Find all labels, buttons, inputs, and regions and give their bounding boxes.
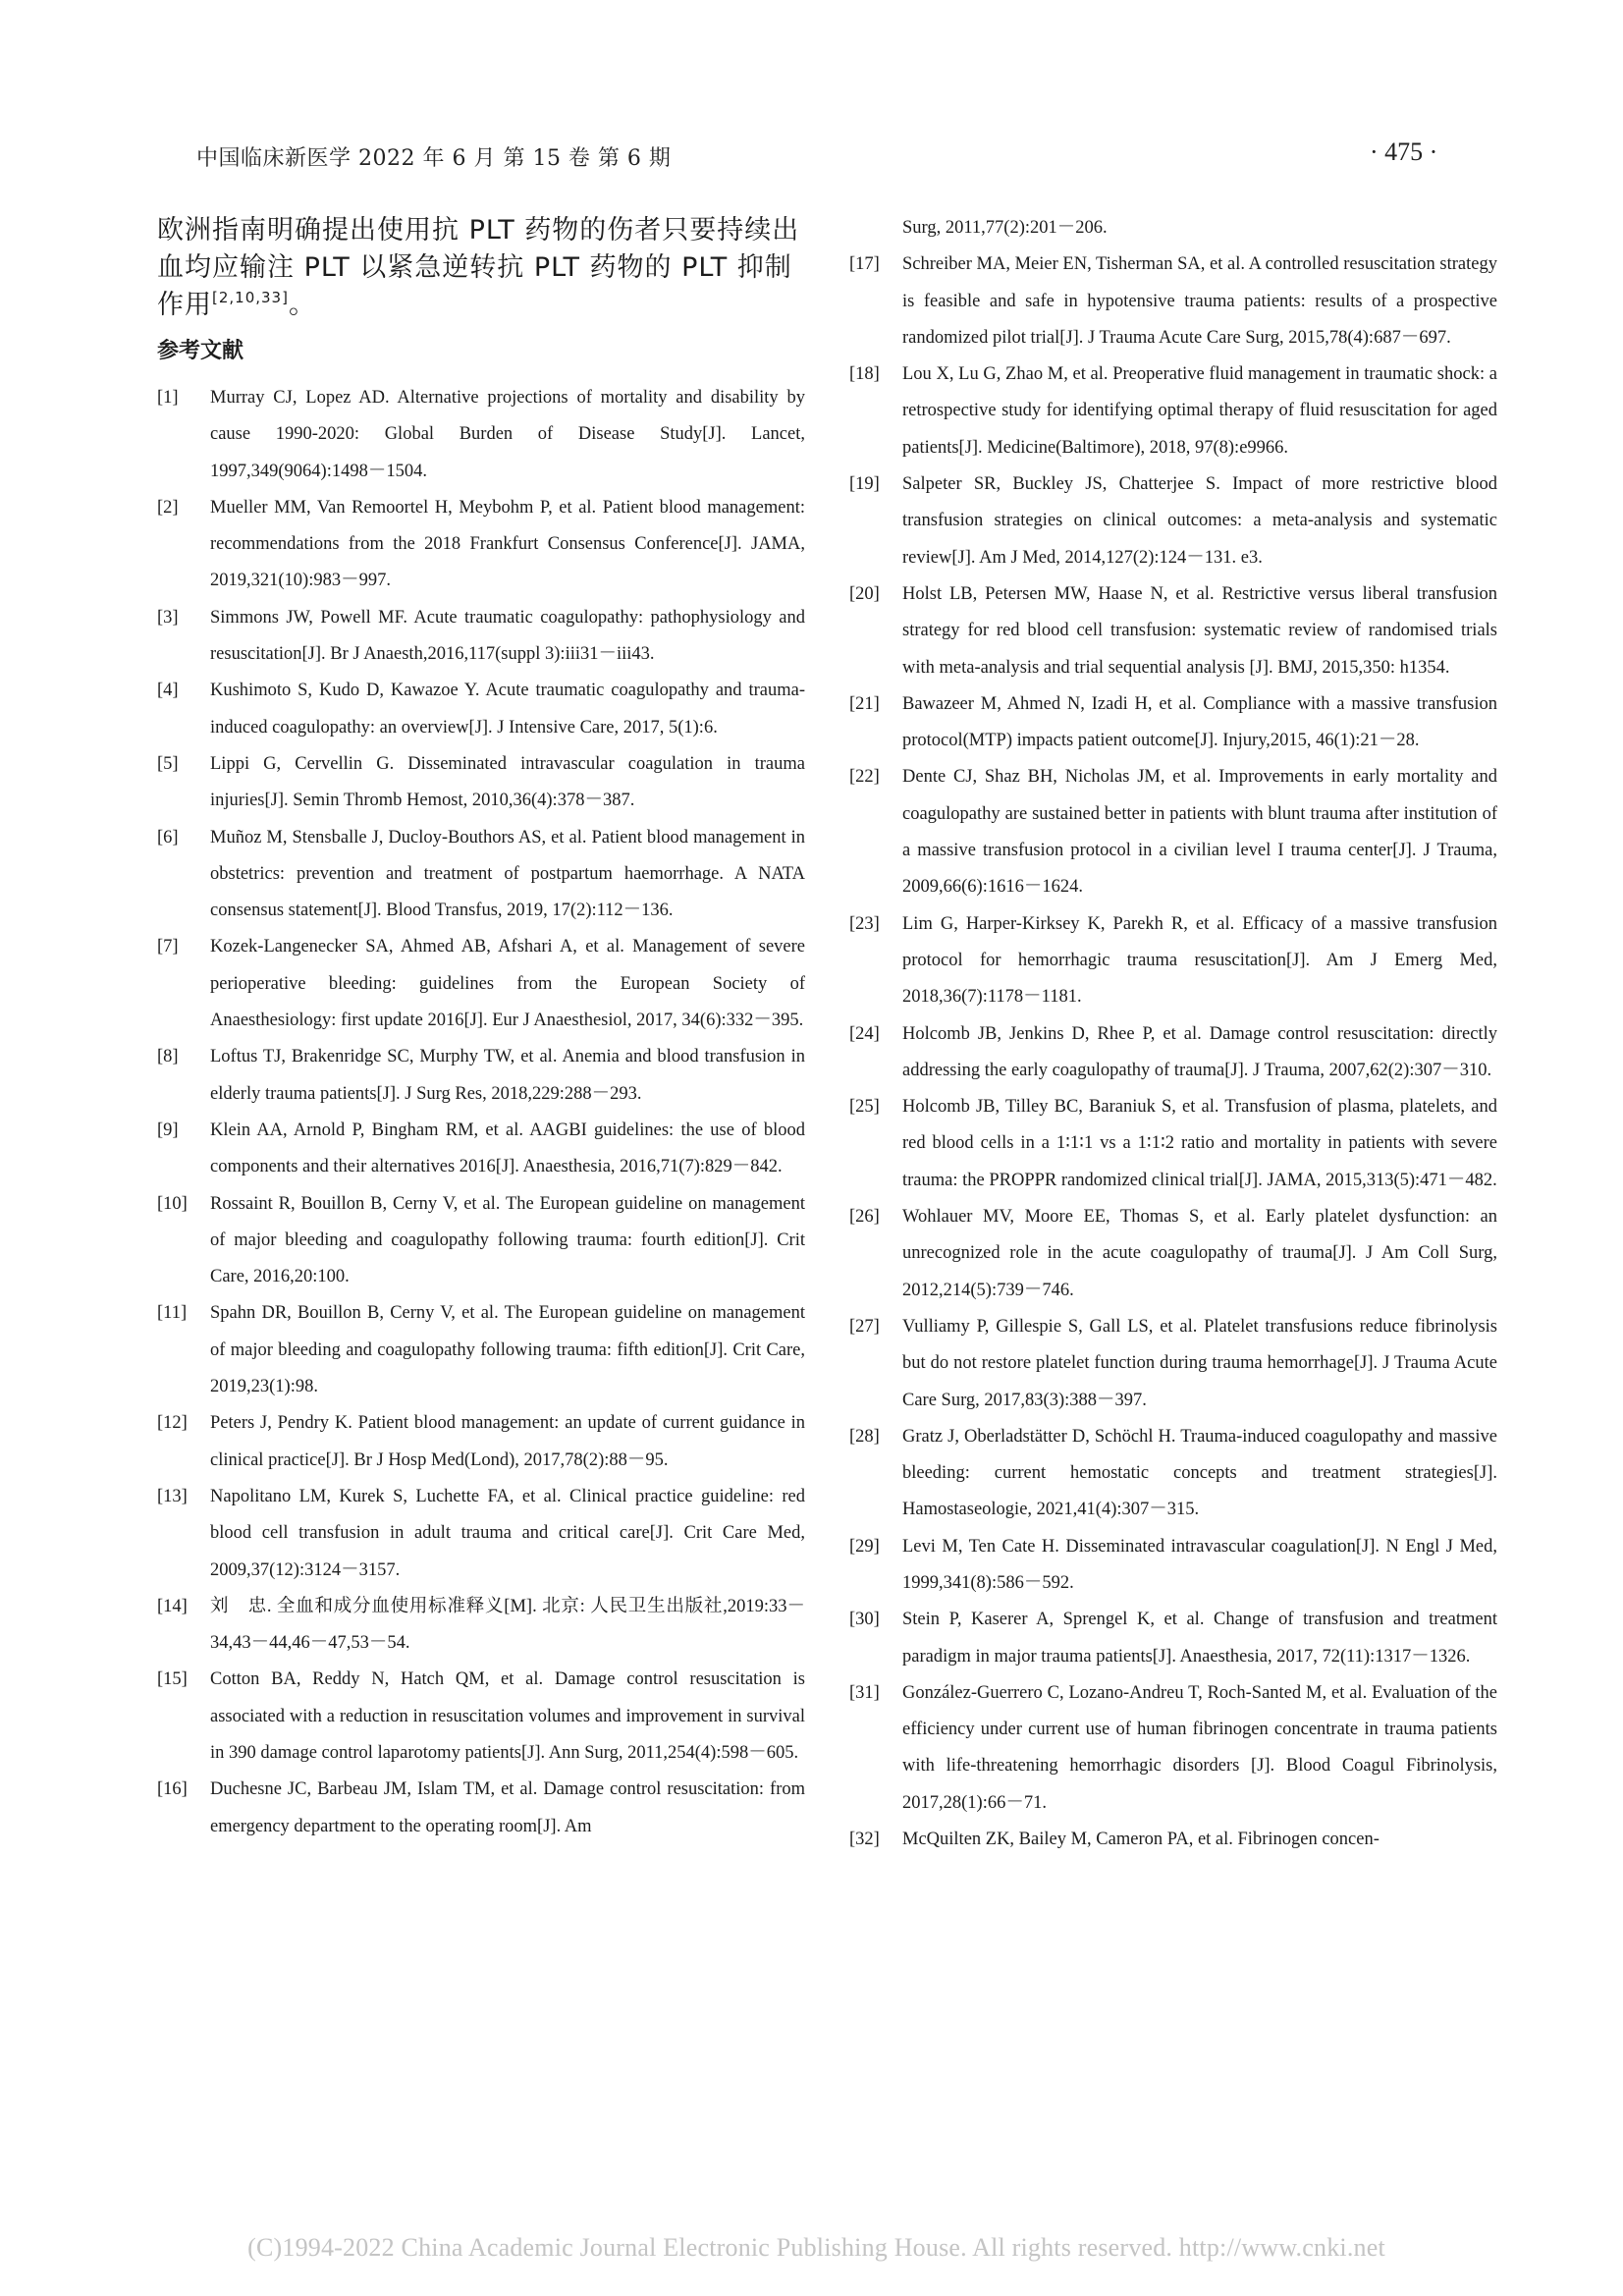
reference-number: [29]: [849, 1536, 880, 1557]
reference-item: [157, 929, 805, 1039]
reference-item: [157, 673, 805, 746]
reference-continuation: [849, 210, 1497, 246]
reference-text: Kushimoto S, Kudo D, Kawazoe Y. Acute traumatic coagulopathy and trauma-induced coagulopathy: an overview[J]. J Intensive Care, 2017, 5(1):6.: [210, 681, 805, 738]
reference-number: [20]: [849, 583, 880, 604]
reference-text: Mueller MM, Van Remoortel H, Meybohm P, et al. Patient blood management: recommendations from the 2018 Frankfurt Consensus Conference[J]. JAMA, 2019,321(10):983－997.: [210, 497, 805, 591]
reference-item: [157, 1039, 805, 1113]
reference-text: Peters J, Pendry K. Patient blood management: an update of current guidance in clinical practice[J]. Br J Hosp Med(Lond), 2017,78(2):88－95.: [210, 1413, 805, 1470]
left-column: [157, 212, 805, 1845]
reference-number: [14]: [157, 1596, 188, 1616]
reference-item: [849, 759, 1497, 905]
reference-number: [3]: [157, 607, 179, 628]
reference-number: [8]: [157, 1047, 179, 1067]
reference-text: Dente CJ, Shaz BH, Nicholas JM, et al. Improvements in early mortality and coagulopathy are sustained better in patients with blunt trauma after institution of a massive transfusion protocol in a civilian level I trauma center[J]. J Trauma, 2009,66(6):1616－1624.: [902, 767, 1497, 898]
intro-end: 。: [288, 290, 316, 320]
reference-item: [157, 600, 805, 674]
reference-item: [849, 246, 1497, 356]
reference-text: Klein AA, Arnold P, Bingham RM, et al. AAGBI guidelines: the use of blood components and their alternatives 2016[J]. Anaesthesia, 2016,71(7):829－842.: [210, 1120, 805, 1177]
reference-item: [157, 380, 805, 490]
journal-header: 中国临床新医学 2022 年 6 月 第 15 卷 第 6 期: [196, 146, 672, 171]
reference-number: [19]: [849, 474, 880, 495]
reference-number: [5]: [157, 753, 179, 774]
reference-item: [849, 576, 1497, 686]
reference-text: Stein P, Kaserer A, Sprengel K, et al. Change of transfusion and treatment paradigm in major trauma patients[J]. Anaesthesia, 2017, 72(11):1317－1326.: [902, 1610, 1497, 1667]
reference-text: Muñoz M, Stensballe J, Ducloy-Bouthors AS, et al. Patient blood management in obstetrics: prevention and treatment of postpartum haemorrhage. A NATA consensus statement[J]. Blood Transfus, 2019, 17(2):112－136.: [210, 827, 805, 921]
reference-text: Kozek-Langenecker SA, Ahmed AB, Afshari A, et al. Management of severe perioperative bleeding: guidelines from the European Society of Anaesthesiology: first update 2016[J]. Eur J Anaesthesiol, 2017, 34(6):332－395.: [210, 937, 805, 1031]
reference-item: [849, 356, 1497, 466]
reference-number: [21]: [849, 693, 880, 714]
reference-text: Murray CJ, Lopez AD. Alternative projections of mortality and disability by cause 1990-2020: Global Burden of Disease Study[J]. Lancet, 1997,349(9064):1498－1504.: [210, 388, 805, 481]
reference-text: Napolitano LM, Kurek S, Luchette FA, et al. Clinical practice guideline: red blood cell transfusion in adult trauma and critical care[J]. Crit Care Med, 2009,37(12):3124－3157.: [210, 1486, 805, 1580]
reference-item: [849, 1089, 1497, 1199]
citation-superscript: [2,10,33]: [212, 289, 289, 306]
reference-number: [24]: [849, 1023, 880, 1044]
reference-item: [849, 1675, 1497, 1822]
reference-text: Schreiber MA, Meier EN, Tisherman SA, et al. A controlled resuscitation strategy is feasible and safe in hypotensive trauma patients: results of a prospective randomized pilot trial[J]. J Trauma Acute Care Surg, 2015,78(4):687－697.: [902, 254, 1497, 348]
page-number: · 475 ·: [1370, 137, 1438, 166]
intro-text: 欧洲指南明确提出使用抗 PLT 药物的伤者只要持续出血均应输注 PLT 以紧急逆转抗 PLT 药物的 PLT 抑制作用: [157, 215, 800, 320]
reference-list-left: [157, 380, 805, 1845]
reference-item: [157, 1662, 805, 1772]
reference-number: [2]: [157, 497, 179, 518]
references-heading: 参考文献: [157, 339, 244, 363]
reference-text: Spahn DR, Bouillon B, Cerny V, et al. The European guideline on management of major bleeding and coagulopathy following trauma: fifth edition[J]. Crit Care, 2019,23(1):98.: [210, 1303, 805, 1397]
reference-item: [849, 1309, 1497, 1419]
reference-text: Salpeter SR, Buckley JS, Chatterjee S. Impact of more restrictive blood transfusion strategies on clinical outcomes: a meta-analysis and systematic review[J]. Am J Med, 2014,127(2):124－131. e3.: [902, 474, 1497, 568]
reference-item: [157, 1186, 805, 1296]
reference-text: Lou X, Lu G, Zhao M, et al. Preoperative fluid management in traumatic shock: a retrospective study for identifying optimal therapy of fluid resuscitation for aged patients[J]. Medicine(Baltimore), 2018, 97(8):e9966.: [902, 364, 1497, 458]
intro-paragraph: [157, 212, 805, 324]
reference-number: [30]: [849, 1610, 880, 1630]
reference-list-right: [849, 246, 1497, 1858]
reference-item: [849, 1199, 1497, 1309]
reference-number: [15]: [157, 1669, 188, 1690]
reference-item: [157, 1479, 805, 1589]
copyright-footer: (C)1994-2022 China Academic Journal Electronic Publishing House. All rights reserved. http://www.cnki.net: [247, 2233, 1385, 2262]
reference-text: 刘 忠. 全血和成分血使用标准释义[M]. 北京: 人民卫生出版社,2019:33－34,43－44,46－47,53－54.: [210, 1596, 805, 1654]
reference-item: [157, 1113, 805, 1186]
reference-number: [32]: [849, 1830, 880, 1850]
reference-number: [27]: [849, 1316, 880, 1337]
reference-text: Cotton BA, Reddy N, Hatch QM, et al. Damage control resuscitation is associated with a reduction in resuscitation volumes and improvement in survival in 390 damage control laparotomy patients[J]. Ann Surg, 2011,254(4):598－605.: [210, 1669, 805, 1763]
reference-number: [17]: [849, 254, 880, 275]
reference-item: [849, 686, 1497, 760]
reference-item: [849, 1822, 1497, 1858]
reference-number: [18]: [849, 364, 880, 385]
reference-number: [12]: [157, 1413, 188, 1434]
reference-text: Wohlauer MV, Moore EE, Thomas S, et al. Early platelet dysfunction: an unrecognized role in the acute coagulopathy of trauma[J]. J Am Coll Surg, 2012,214(5):739－746.: [902, 1207, 1497, 1300]
reference-text: Bawazeer M, Ahmed N, Izadi H, et al. Compliance with a massive transfusion protocol(MTP) impacts patient outcome[J]. Injury,2015, 46(1):21－28.: [902, 693, 1497, 751]
reference-number: [10]: [157, 1193, 188, 1214]
reference-text: Loftus TJ, Brakenridge SC, Murphy TW, et al. Anemia and blood transfusion in elderly trauma patients[J]. J Surg Res, 2018,229:288－293.: [210, 1047, 805, 1104]
reference-number: [9]: [157, 1120, 179, 1140]
reference-text: González-Guerrero C, Lozano-Andreu T, Roch-Santed M, et al. Evaluation of the efficiency under current use of human fibrinogen concentrate in trauma patients with life-threatening hemorrhagic disorders [J]. Blood Coagul Fibrinolysis, 2017,28(1):66－71.: [902, 1682, 1497, 1813]
reference-item: [849, 906, 1497, 1016]
reference-number: [13]: [157, 1486, 188, 1506]
reference-continuation-text: Surg, 2011,77(2):201－206.: [902, 218, 1108, 238]
reference-number: [23]: [849, 913, 880, 934]
reference-text: Gratz J, Oberladstätter D, Schöchl H. Trauma-induced coagulopathy and massive bleeding: current hemostatic concepts and treatment strategies[J]. Hamostaseologie, 2021,41(4):307－315.: [902, 1426, 1497, 1520]
reference-item: [849, 466, 1497, 576]
reference-text: Levi M, Ten Cate H. Disseminated intravascular coagulation[J]. N Engl J Med, 1999,341(8):586－592.: [902, 1536, 1497, 1593]
reference-number: [28]: [849, 1426, 880, 1447]
reference-item: [157, 1295, 805, 1405]
reference-number: [1]: [157, 388, 179, 408]
reference-item: [157, 820, 805, 930]
reference-text: Simmons JW, Powell MF. Acute traumatic coagulopathy: pathophysiology and resuscitation[J]. Br J Anaesth,2016,117(suppl 3):iii31－iii43.: [210, 607, 805, 665]
reference-text: Vulliamy P, Gillespie S, Gall LS, et al. Platelet transfusions reduce fibrinolysis but do not restore platelet function during trauma hemorrhage[J]. J Trauma Acute Care Surg, 2017,83(3):388－397.: [902, 1316, 1497, 1410]
reference-number: [31]: [849, 1682, 880, 1703]
right-column: [849, 210, 1497, 1858]
reference-item: [849, 1419, 1497, 1529]
reference-text: Holcomb JB, Jenkins D, Rhee P, et al. Damage control resuscitation: directly addressing the early coagulopathy of trauma[J]. J Trauma, 2007,62(2):307－310.: [902, 1023, 1497, 1080]
reference-number: [25]: [849, 1097, 880, 1118]
reference-number: [11]: [157, 1303, 188, 1324]
reference-text: Duchesne JC, Barbeau JM, Islam TM, et al. Damage control resuscitation: from emergency department to the operating room[J]. Am: [210, 1779, 805, 1836]
reference-item: [849, 1529, 1497, 1603]
reference-text: McQuilten ZK, Bailey M, Cameron PA, et al. Fibrinogen concen-: [902, 1830, 1380, 1850]
reference-number: [22]: [849, 767, 880, 788]
reference-item: [157, 490, 805, 600]
reference-text: Lim G, Harper-Kirksey K, Parekh R, et al. Efficacy of a massive transfusion protocol for hemorrhagic trauma resuscitation[J]. Am J Emerg Med, 2018,36(7):1178－1181.: [902, 913, 1497, 1008]
reference-item: [157, 1589, 805, 1663]
reference-item: [849, 1602, 1497, 1675]
reference-item: [157, 1405, 805, 1479]
reference-item: [849, 1016, 1497, 1090]
reference-number: [7]: [157, 937, 179, 957]
reference-item: [157, 746, 805, 820]
reference-number: [16]: [157, 1779, 188, 1800]
reference-number: [4]: [157, 681, 179, 701]
reference-text: Lippi G, Cervellin G. Disseminated intravascular coagulation in trauma injuries[J]. Semin Thromb Hemost, 2010,36(4):378－387.: [210, 753, 805, 811]
reference-text: Holst LB, Petersen MW, Haase N, et al. Restrictive versus liberal transfusion strategy for red blood cell transfusion: systematic review of randomised trials with meta-analysis and trial sequential analysis [J]. BMJ, 2015,350: h1354.: [902, 583, 1497, 678]
reference-text: Holcomb JB, Tilley BC, Baraniuk S, et al. Transfusion of plasma, platelets, and red blood cells in a 1∶1∶1 vs a 1∶1∶2 ratio and mortality in patients with severe trauma: the PROPPR randomized clinical trial[J]. JAMA, 2015,313(5):471－482.: [902, 1097, 1497, 1190]
reference-number: [26]: [849, 1207, 880, 1228]
reference-text: Rossaint R, Bouillon B, Cerny V, et al. The European guideline on management of major bleeding and coagulopathy following trauma: fourth edition[J]. Crit Care, 2016,20:100.: [210, 1193, 805, 1287]
reference-number: [6]: [157, 827, 179, 847]
reference-item: [157, 1772, 805, 1845]
